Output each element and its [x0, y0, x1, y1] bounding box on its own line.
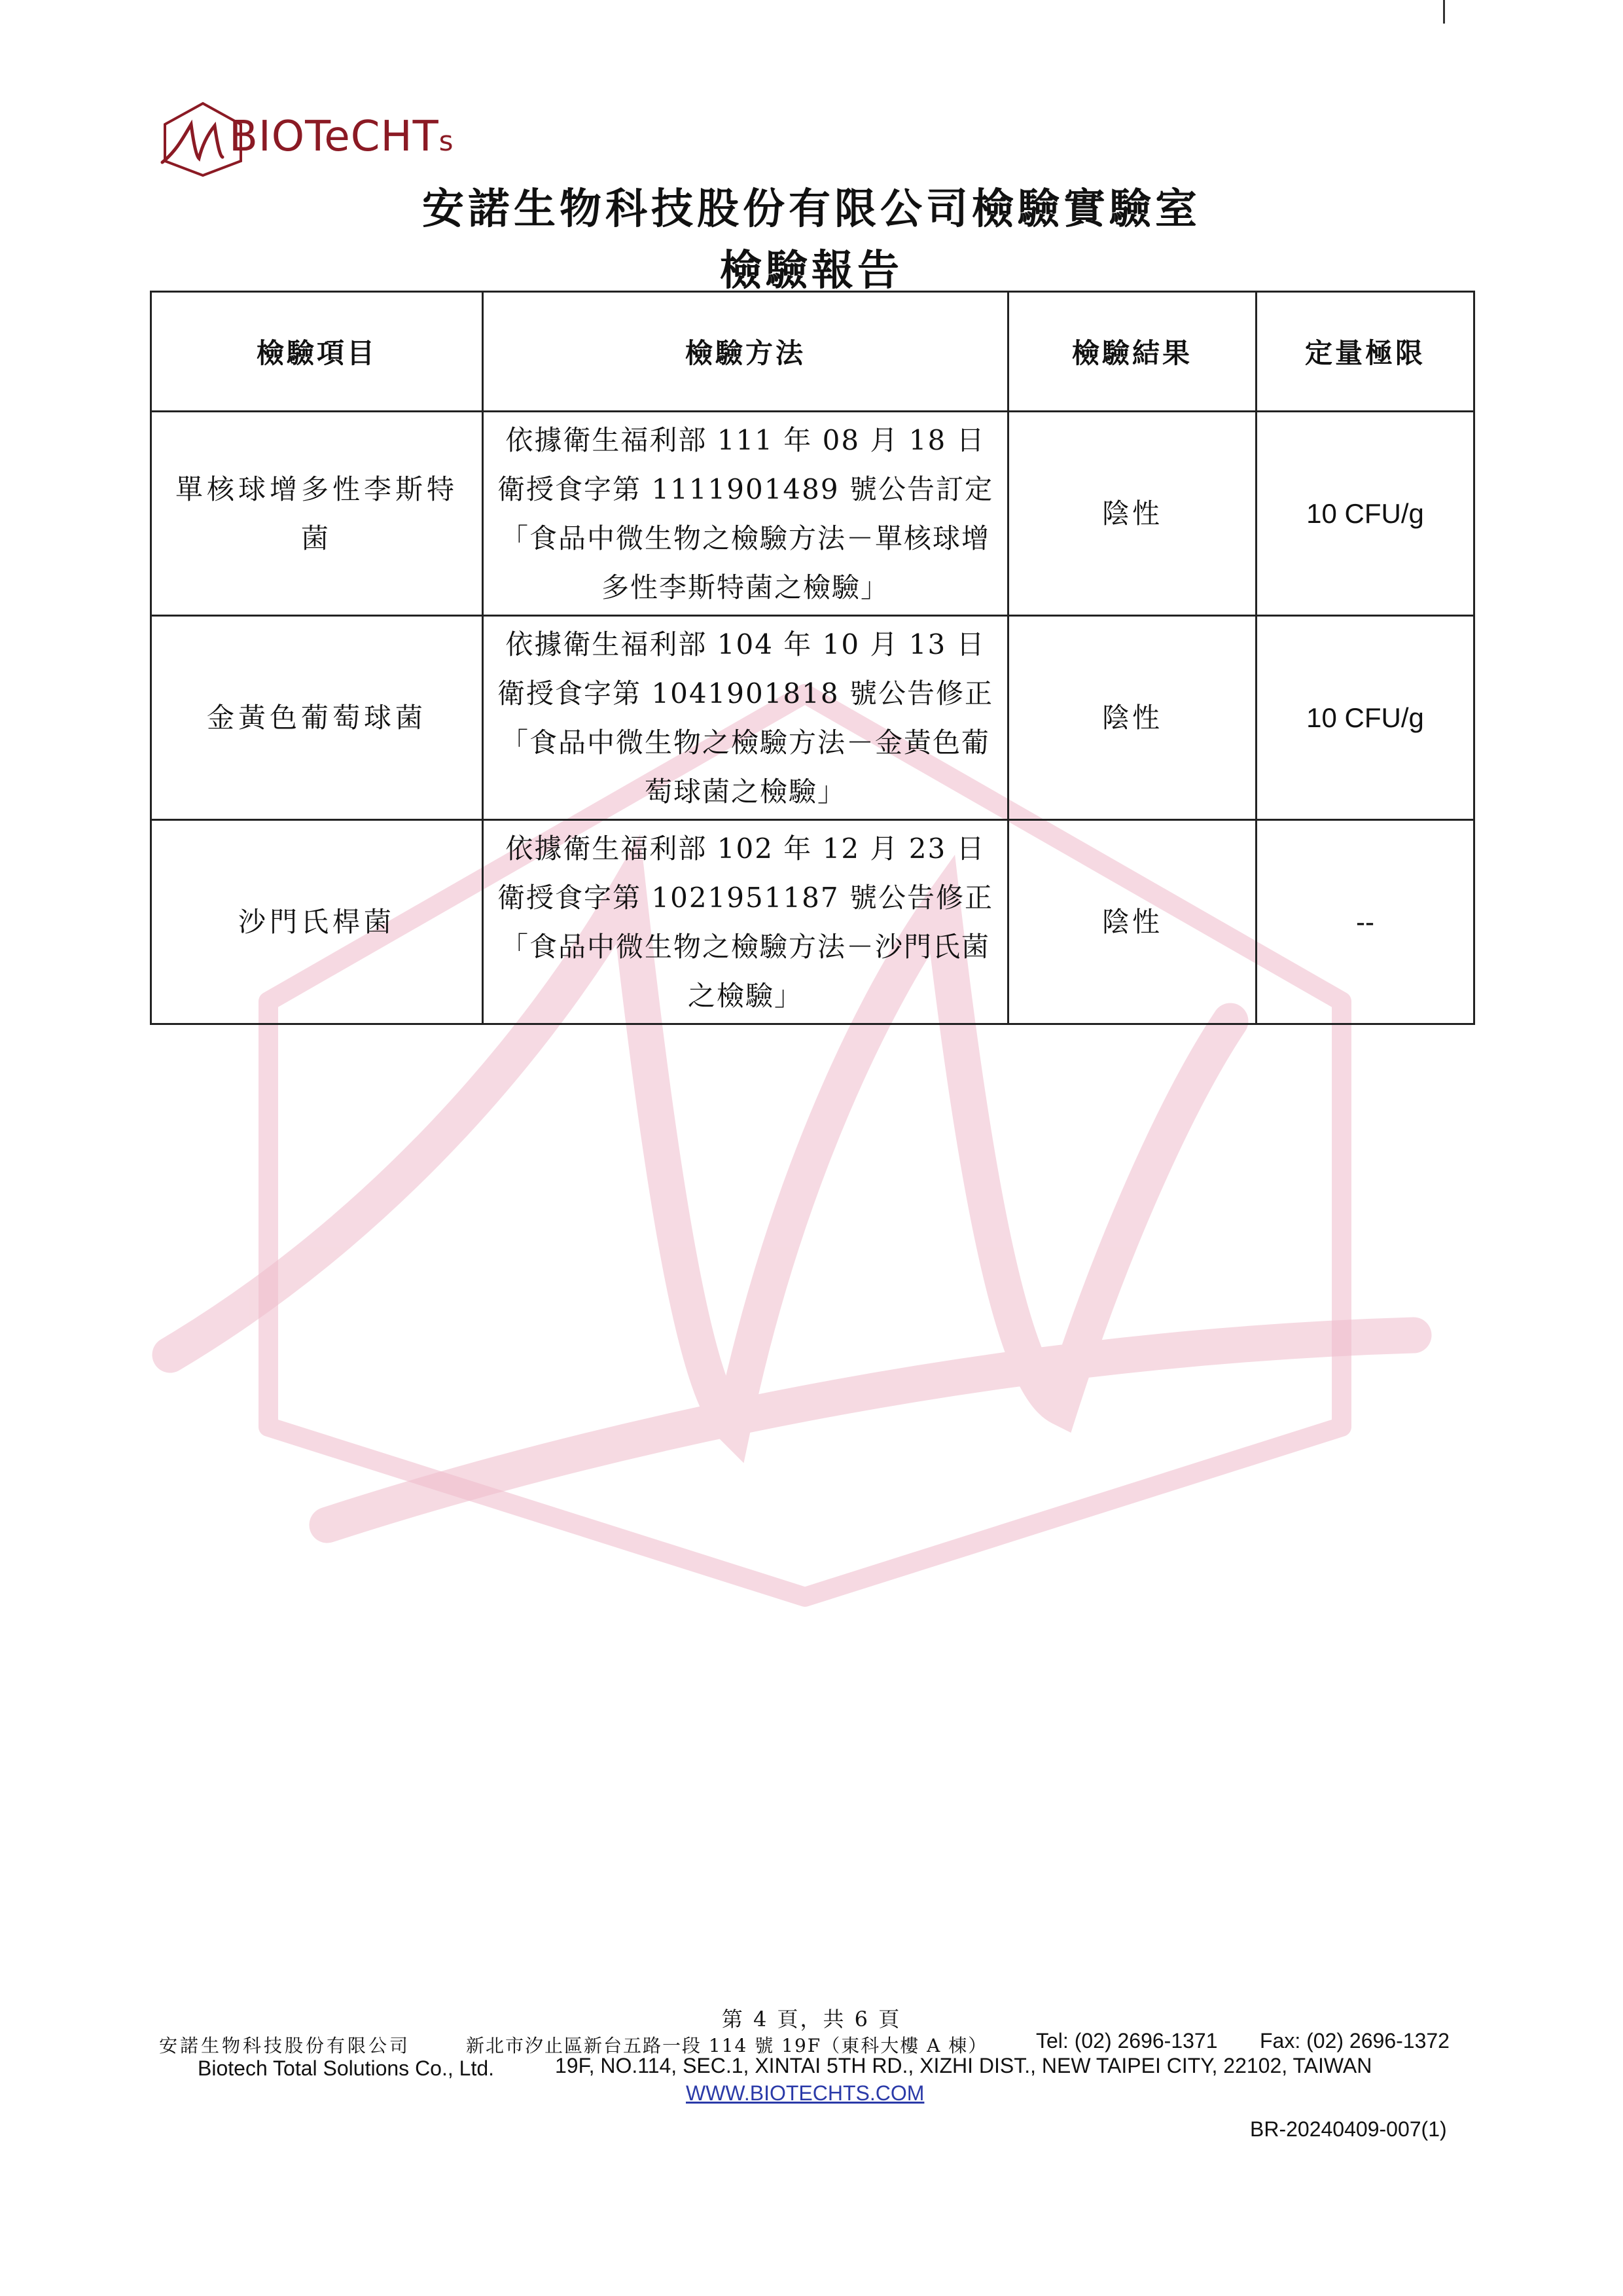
- footer-company-en: Biotech Total Solutions Co., Ltd.: [198, 2056, 495, 2080]
- report-code: BR-20240409-007(1): [1250, 2117, 1447, 2141]
- logo-wordmark: [229, 113, 454, 161]
- test-method: 依據衛生福利部 104 年 10 月 13 日衛授食字第 1041901818 號公告修正「食品中微生物之檢驗方法－金黃色葡萄球菌之檢驗」: [483, 616, 1008, 820]
- crop-mark: [1443, 0, 1445, 24]
- header-test-item: 檢驗項目: [151, 292, 483, 412]
- table-row: [151, 820, 1474, 1024]
- table-row: [151, 412, 1474, 616]
- quantitation-limit: 10 CFU/g: [1257, 412, 1474, 616]
- page-title: 安諾生物科技股份有限公司檢驗實驗室: [422, 185, 1201, 234]
- test-item: 沙門氏桿菌: [151, 820, 483, 1024]
- logo-text-small: s: [438, 125, 454, 157]
- header-test-result: 檢驗結果: [1008, 292, 1257, 412]
- quantitation-limit: --: [1257, 820, 1474, 1024]
- test-result: 陰性: [1008, 616, 1257, 820]
- header-test-method: 檢驗方法: [483, 292, 1008, 412]
- footer-company-cn: 安諾生物科技股份有限公司: [159, 2035, 411, 2056]
- footer-address-cn: 新北市汐止區新台五路一段 114 號 19F（東科大樓 A 棟）: [466, 2035, 988, 2056]
- footer-tel: Tel: (02) 2696-1371: [1036, 2029, 1218, 2053]
- footer-website-link[interactable]: WWW.BIOTECHTS.COM: [686, 2081, 925, 2105]
- footer-address-en: 19F, NO.114, SEC.1, XINTAI 5TH RD., XIZHI DIST., NEW TAIPEI CITY, 22102, TAIWAN: [555, 2054, 1372, 2077]
- quantitation-limit: 10 CFU/g: [1257, 616, 1474, 820]
- page-number: 第 4 頁，共 6 頁: [721, 2007, 902, 2032]
- test-results-table: [150, 291, 1475, 1025]
- header-quantitation-limit: 定量極限: [1257, 292, 1474, 412]
- company-logo: [157, 98, 458, 177]
- test-result: 陰性: [1008, 412, 1257, 616]
- table-row: [151, 616, 1474, 820]
- test-item: 金黃色葡萄球菌: [151, 616, 483, 820]
- table-header-row: [151, 292, 1474, 412]
- test-item: 單核球增多性李斯特菌: [151, 412, 483, 616]
- logo-text: BIOTeCHT: [229, 113, 439, 161]
- page-subtitle: 檢驗報告: [720, 246, 903, 295]
- test-result: 陰性: [1008, 820, 1257, 1024]
- test-method: 依據衛生福利部 111 年 08 月 18 日衛授食字第 1111901489 號公告訂定「食品中微生物之檢驗方法－單核球增多性李斯特菌之檢驗」: [483, 412, 1008, 616]
- test-method: 依據衛生福利部 102 年 12 月 23 日衛授食字第 1021951187 號公告修正「食品中微生物之檢驗方法－沙門氏菌之檢驗」: [483, 820, 1008, 1024]
- footer-fax: Fax: (02) 2696-1372: [1260, 2029, 1450, 2053]
